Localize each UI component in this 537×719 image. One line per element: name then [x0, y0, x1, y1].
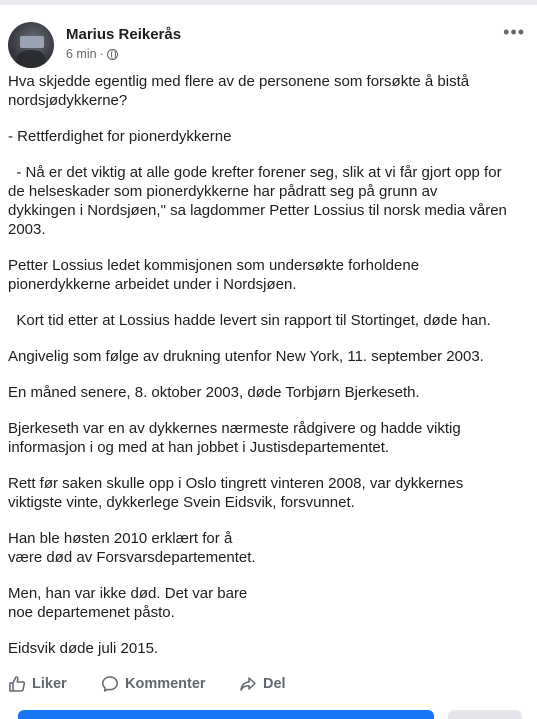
author-name[interactable]: Marius Reikerås — [66, 26, 182, 43]
post-paragraph: Eidsvik døde juli 2015. — [8, 640, 159, 657]
post-body — [8, 72, 530, 675]
avatar[interactable] — [8, 22, 54, 68]
comment-input-bar[interactable] — [18, 710, 434, 719]
post-paragraph: Men, han var ikke død. Det var bare noe departemenet påsto. — [8, 585, 248, 621]
post-paragraph: Kort tid etter at Lossius hadde levert sin rapport til Stortinget, døde han. — [8, 312, 491, 329]
speech-bubble-icon — [101, 675, 119, 693]
share-label: Del — [263, 676, 286, 692]
post-paragraph: - Rettferdighet for pionerdykkerne — [8, 128, 232, 145]
post-paragraph: Han ble høsten 2010 erklært for å være død av Forsvarsdepartementet. — [8, 530, 256, 566]
post-paragraph: Rett før saken skulle opp i Oslo tingrett vinteren 2008, var dykkernes viktigste vinte, dykkerlege Svein Eidsvik, forsvunnet. — [8, 475, 464, 511]
like-label: Liker — [32, 676, 67, 692]
comment-label: Kommenter — [125, 676, 206, 692]
like-button[interactable] — [8, 675, 67, 693]
post-meta — [66, 47, 118, 61]
more-options-button[interactable]: ••• — [503, 22, 525, 42]
post-paragraph: Petter Lossius ledet kommisjonen som undersøkte forholdene pionerdykkerne arbeidet under i Nordsjøen. — [8, 257, 420, 293]
comment-button[interactable] — [101, 675, 206, 693]
top-divider — [0, 0, 537, 5]
meta-separator: · — [99, 47, 104, 61]
post-paragraph: En måned senere, 8. oktober 2003, døde Torbjørn Bjerkeseth. — [8, 384, 420, 401]
post-paragraph: - Nå er det viktig at alle gode krefter forener seg, slik at vi får gjort opp for de helseskader som pionerdykkerne har pådratt seg på grunn av dykkingen i Nordsjøen," sa lagdommer Petter Lossius til norsk media våren 2003. — [8, 164, 507, 238]
share-button[interactable] — [239, 675, 286, 693]
post-header — [8, 20, 537, 70]
avatar-person-shape — [16, 50, 46, 68]
secondary-button-edge[interactable] — [448, 710, 522, 719]
share-arrow-icon — [239, 675, 257, 693]
avatar-screen-shape — [20, 36, 44, 48]
post-timestamp[interactable]: 6 min — [66, 47, 97, 61]
post-paragraph: Hva skjedde egentlig med flere av de personene som forsøkte å bistå nordsjødykkerne? — [8, 73, 470, 109]
globe-icon[interactable] — [107, 49, 118, 60]
post-paragraph: Angivelig som følge av drukning utenfor New York, 11. september 2003. — [8, 348, 484, 365]
post-paragraph: Bjerkeseth var en av dykkernes nærmeste rådgivere og hadde viktig informasjon i og med at han jobbet i Justisdepartementet. — [8, 420, 461, 456]
post-actions-bar — [0, 671, 537, 701]
thumbs-up-icon — [8, 675, 26, 693]
